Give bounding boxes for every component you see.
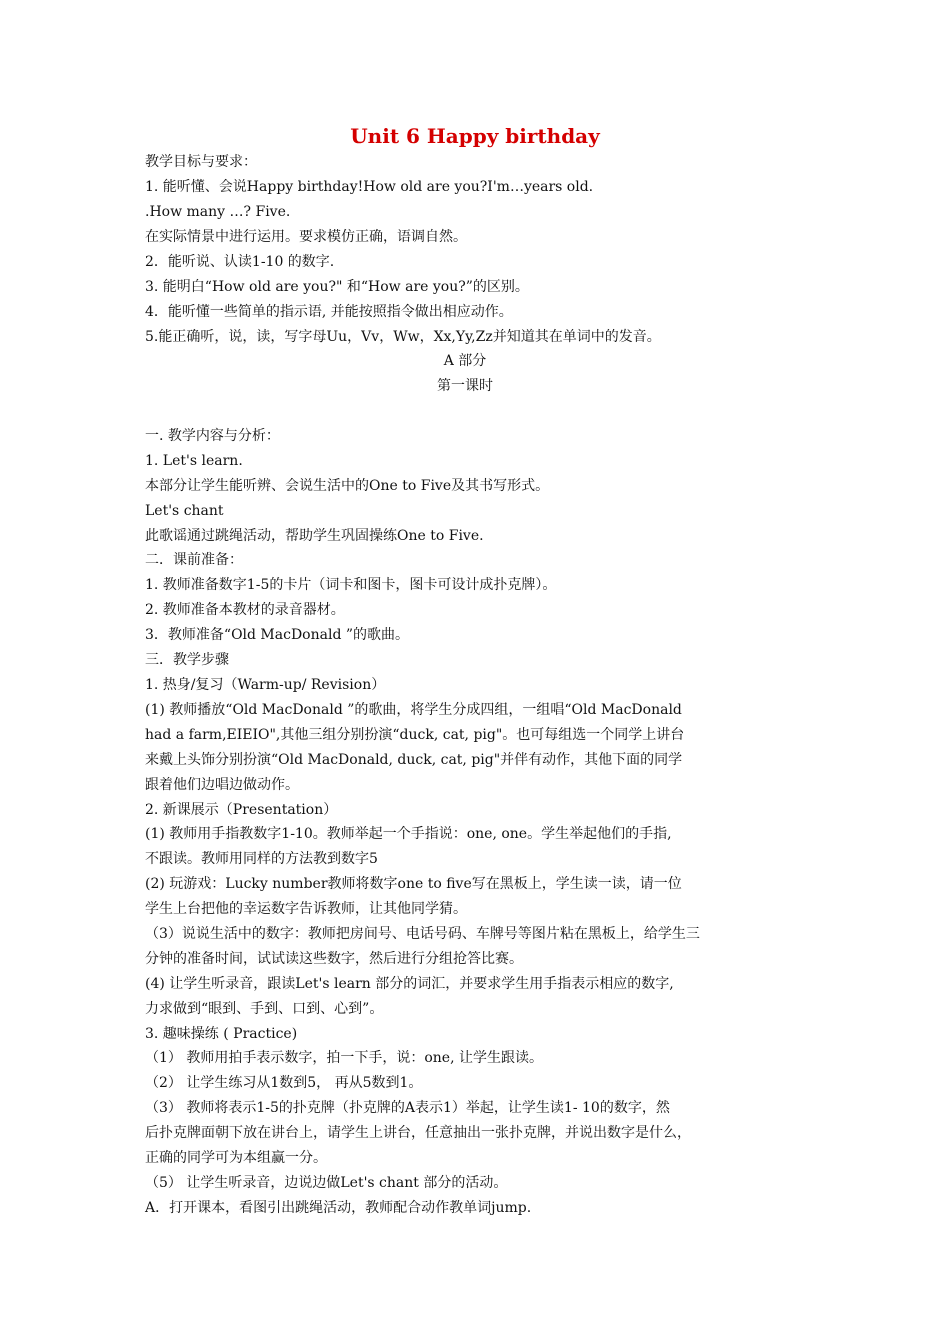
body-line: 2. 新课展示（Presentation） <box>145 802 338 818</box>
body-line: 1. 教师准备数字1-5的卡片（词卡和图卡，图卡可设计成扑克牌）。 <box>145 577 557 593</box>
body-line: （5） 让学生听录音，边说边做Let's chant 部分的活动。 <box>145 1175 508 1191</box>
body-line: (1) 教师播放“Old MacDonald ”的歌曲，将学生分成四组，一组唱“Old MacDonald <box>145 702 682 718</box>
body-line: 跟着他们边唱边做动作。 <box>145 777 299 793</box>
goal-line: 1. 能听懂、会说Happy birthday!How old are you?I'm…years old. <box>145 179 594 195</box>
lesson-heading: 第一课时 <box>437 378 493 394</box>
body-line: 后扑克牌面朝下放在讲台上，请学生上讲台，任意抽出一张扑克牌，并说出数字是什么， <box>145 1125 691 1141</box>
body-line: （1） 教师用拍手表示数字，拍一下手，说：one, 让学生跟读。 <box>145 1050 543 1066</box>
body-line: 二．课前准备： <box>145 552 243 568</box>
goal-line: 2．能听说、认读1-10 的数字. <box>145 254 335 270</box>
body-line: 3．教师准备“Old MacDonald ”的歌曲。 <box>145 627 410 643</box>
body-line: 2. 教师准备本教材的录音器材。 <box>145 602 345 618</box>
goals-heading: 教学目标与要求： <box>145 154 257 170</box>
body-line: 不跟读。教师用同样的方法教到数字5 <box>145 851 378 867</box>
body-line: （3）说说生活中的数字：教师把房间号、电话号码、车牌号等图片粘在黑板上，给学生三 <box>145 926 700 942</box>
body-line: Let's chant <box>145 503 224 519</box>
body-line: (4) 让学生听录音，跟读Let's learn 部分的词汇，并要求学生用手指表示相应的数字, <box>145 976 674 992</box>
part-heading: A 部分 <box>443 353 487 369</box>
body-line: 1. Let's learn. <box>145 453 243 469</box>
body-line: 分钟的准备时间，试试读这些数字，然后进行分组抢答比赛。 <box>145 951 523 967</box>
body-line: 一. 教学内容与分析： <box>145 428 280 444</box>
goal-line: 3. 能明白“How old are you?" 和“How are you?”的区别。 <box>145 279 529 295</box>
body-line: （2） 让学生练习从1数到5， 再从5数到1。 <box>145 1075 423 1091</box>
goal-line: 5.能正确听，说，读，写字母Uu，Vv，Ww，Xx,Yy,Zz并知道其在单词中的发音。 <box>145 329 661 345</box>
goal-line: 4．能听懂一些简单的指示语, 并能按照指令做出相应动作。 <box>145 304 513 320</box>
body-line: 此歌谣通过跳绳活动，帮助学生巩固操练One to Five. <box>145 528 484 544</box>
goal-line: .How many …? Five. <box>145 204 291 220</box>
body-line: 三．教学步骤 <box>145 652 229 668</box>
goal-line: 在实际情景中进行运用。要求模仿正确，语调自然。 <box>145 229 467 245</box>
body-line: 1. 热身/复习（Warm-up/ Revision） <box>145 677 386 693</box>
body-line: 学生上台把他的幸运数字告诉教师，让其他同学猜。 <box>145 901 467 917</box>
body-line: (2) 玩游戏：Lucky number教师将数字one to five写在黑板上，学生读一读，请一位 <box>145 876 682 892</box>
body-line: （3） 教师将表示1-5的扑克牌（扑克牌的A表示1）举起，让学生读1- 10的数字，然 <box>145 1100 670 1116</box>
body-line: 来戴上头饰分别扮演“Old MacDonald, duck, cat, pig"并伴有动作，其他下面的同学 <box>145 752 683 768</box>
body-line: (1) 教师用手指教数字1-10。教师举起一个手指说：one, one。学生举起他们的手指, <box>145 826 672 842</box>
body-line: A．打开课本，看图引出跳绳活动，教师配合动作教单词jump. <box>145 1200 532 1216</box>
body-line: 正确的同学可为本组赢一分。 <box>145 1150 327 1166</box>
body-line: 力求做到“眼到、手到、口到、心到”。 <box>145 1001 384 1017</box>
body-line: 3. 趣味操练 ( Practice) <box>145 1026 298 1042</box>
body-line: 本部分让学生能听辨、会说生活中的One to Five及其书写形式。 <box>145 478 550 494</box>
document-title: Unit 6 Happy birthday <box>350 124 600 148</box>
body-line: had a farm,EIEIO",其他三组分别扮演“duck, cat, pig"。也可每组选一个同学上讲台 <box>145 727 685 743</box>
